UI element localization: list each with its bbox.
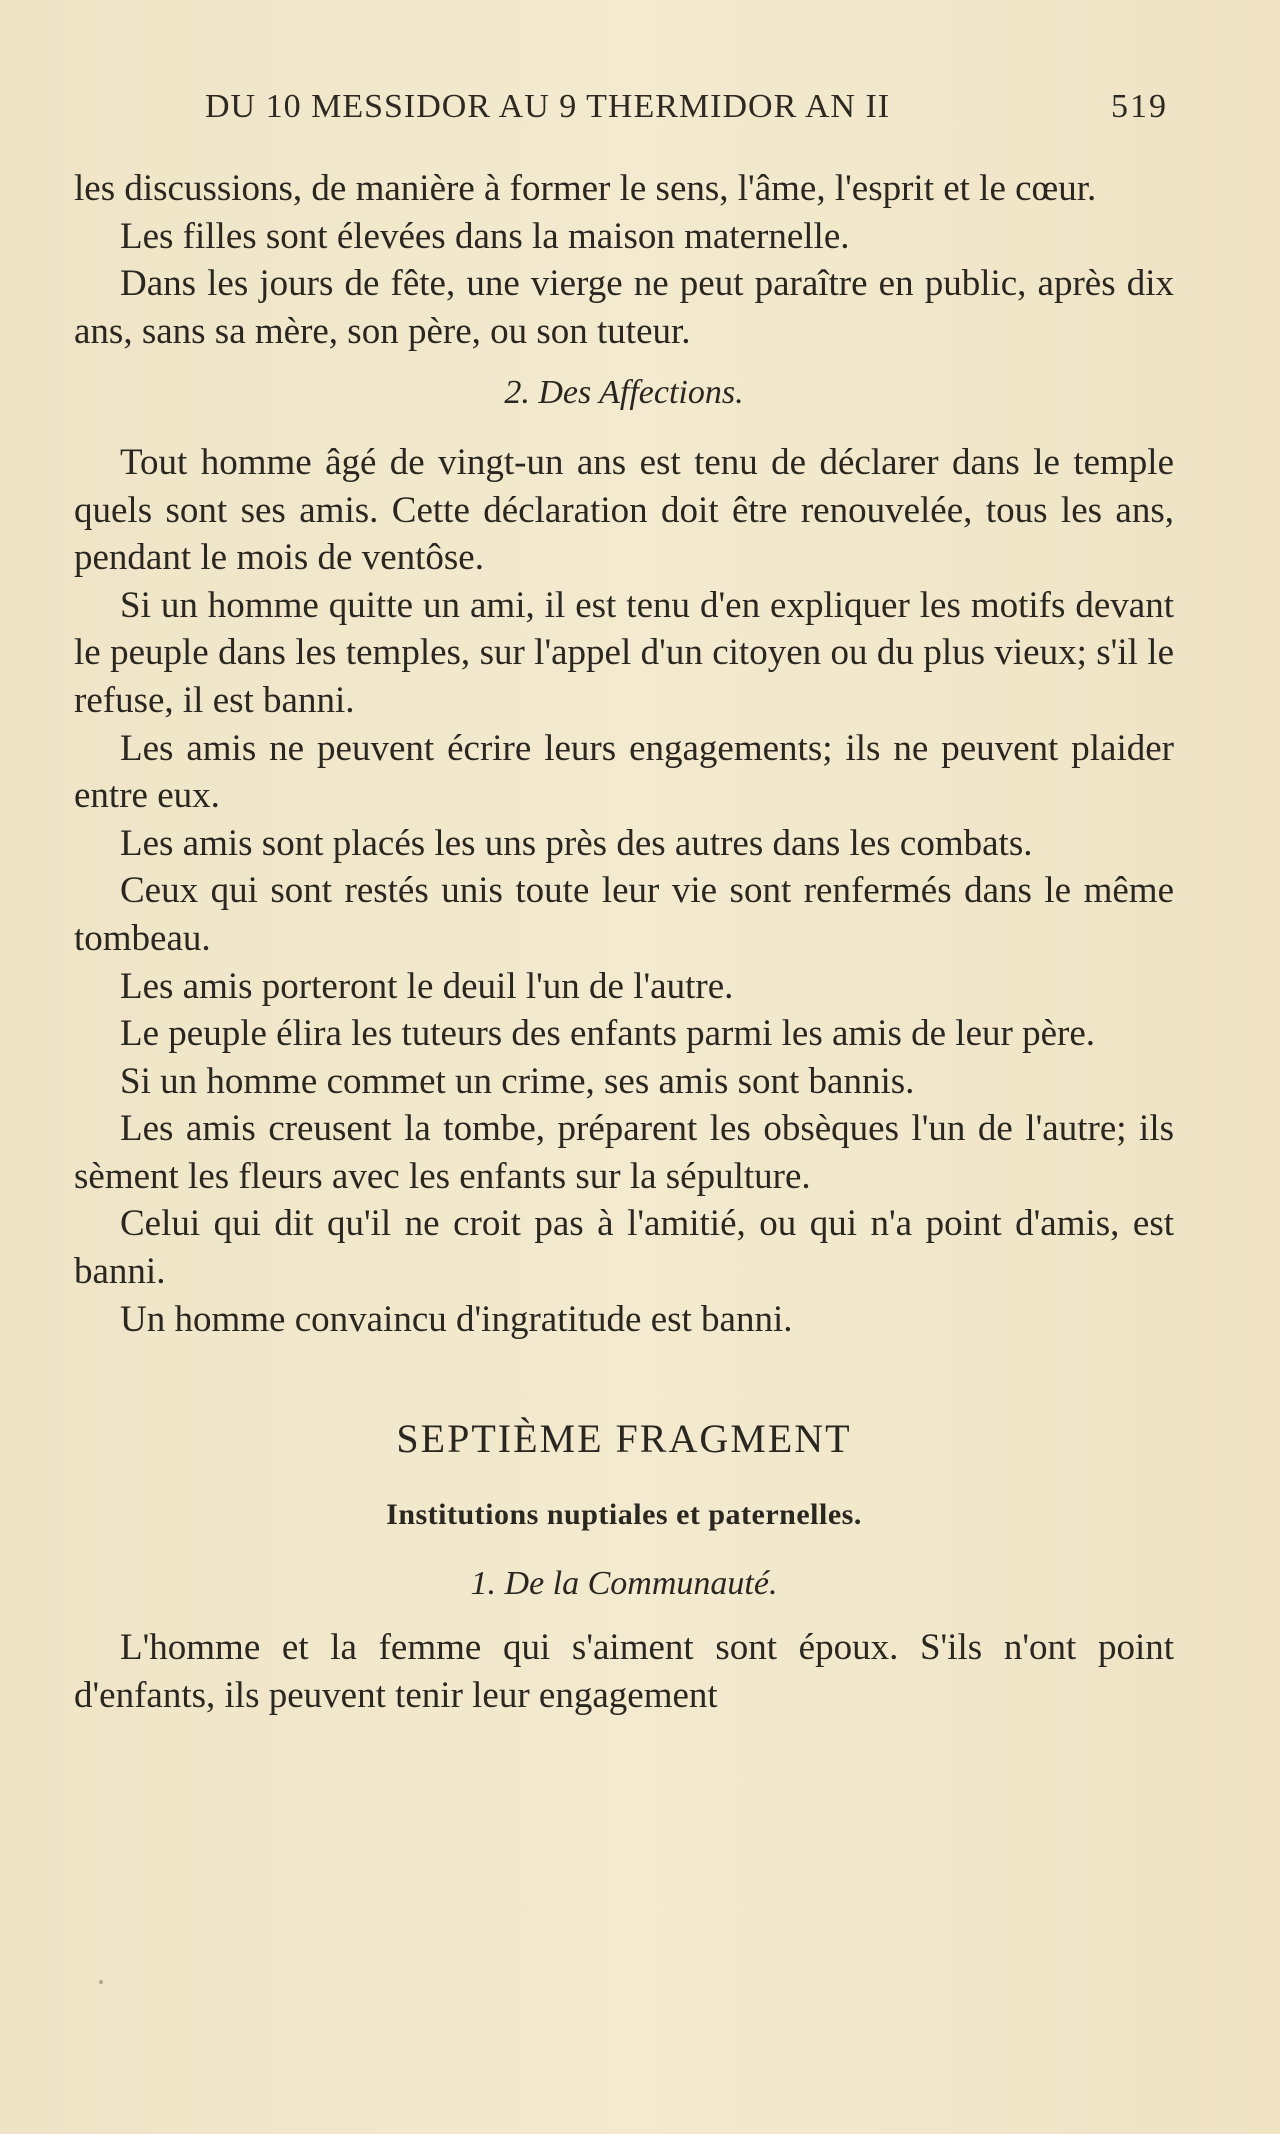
paragraph: Le peuple élira les tuteurs des enfants parmi les amis de leur père. [120, 1013, 1095, 1055]
paragraph: Si un homme commet un crime, ses amis sont bannis. [120, 1060, 915, 1102]
paragraph: Les amis ne peuvent écrire leurs engagements; ils ne peuvent plaider entre eux. [74, 727, 1174, 817]
paragraph: Tout homme âgé de vingt-un ans est tenu de déclarer dans le temple quels sont ses amis. Cette déclaration doit être renouvelée, tous les ans, pendant le mois de ventôse. [74, 441, 1174, 579]
paper-speck [99, 1980, 103, 1984]
section-heading-communaute: 1. De la Communauté. [470, 1565, 778, 1603]
paragraph: Les filles sont élevées dans la maison maternelle. [120, 215, 850, 257]
paragraph: Si un homme quitte un ami, il est tenu d'en expliquer les motifs devant le peuple dans les temples, sur l'appel d'un citoyen ou du plus vieux; s'il le refuse, il est banni. [74, 584, 1174, 721]
paragraph: Ceux qui sont restés unis toute leur vie sont renfermés dans le même tombeau. [74, 870, 1174, 959]
paragraph: Les amis sont placés les uns près des autres dans les combats. [120, 822, 1033, 864]
paragraph: Les amis creusent la tombe, préparent les obsèques l'un de l'autre; ils sèment les fleurs avec les enfants sur la sépulture. [74, 1108, 1174, 1197]
paragraph: Un homme convaincu d'ingratitude est banni. [120, 1298, 793, 1340]
fragment-title: SEPTIÈME FRAGMENT [396, 1416, 852, 1462]
fragment-subtitle: Institutions nuptiales et paternelles. [386, 1497, 862, 1531]
page-number: 519 [1111, 88, 1168, 125]
paragraph: L'homme et la femme qui s'aiment sont époux. S'ils n'ont point d'enfants, ils peuvent tenir leur engagement [74, 1627, 1174, 1716]
section-heading-affections: 2. Des Affections. [504, 374, 744, 412]
paragraph: Les amis porteront le deuil l'un de l'autre. [120, 965, 734, 1007]
page-body [74, 165, 1174, 1719]
page-header [205, 88, 1168, 126]
paragraph: Dans les jours de fête, une vierge ne peut paraître en public, après dix ans, sans sa mère, son père, ou son tuteur. [74, 263, 1174, 352]
running-title: DU 10 MESSIDOR AU 9 THERMIDOR AN II [205, 88, 891, 125]
paragraph: Celui qui dit qu'il ne croit pas à l'amitié, ou qui n'a point d'amis, est banni. [74, 1203, 1174, 1293]
paragraph: les discussions, de manière à former le sens, l'âme, l'esprit et le cœur. [74, 168, 1097, 209]
